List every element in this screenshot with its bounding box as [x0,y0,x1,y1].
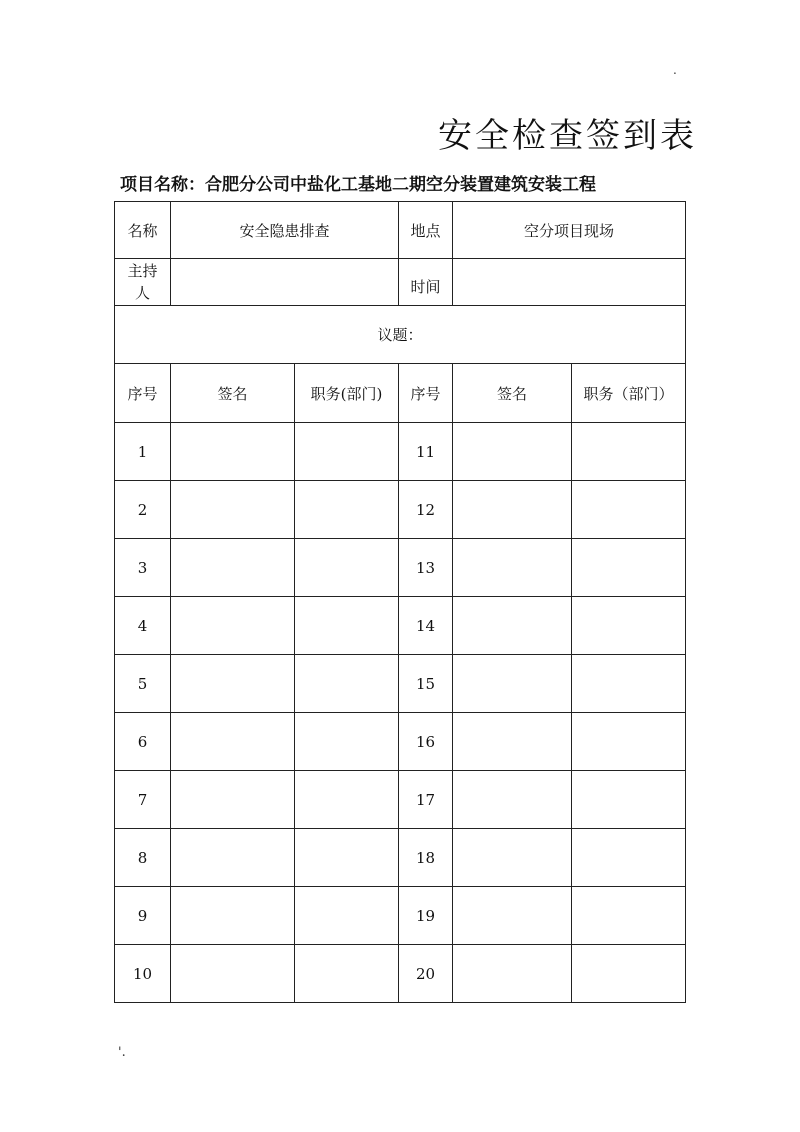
seq-right-cell: 19 [399,887,453,945]
seq-left-cell: 4 [115,597,171,655]
sign-rows [115,423,686,1003]
post-left-cell[interactable] [295,597,399,655]
post-left-cell[interactable] [295,771,399,829]
seq-left-cell: 3 [115,539,171,597]
table-row [115,945,686,1003]
seq-left-cell: 9 [115,887,171,945]
page-title: 安全检查签到表 [438,116,697,156]
sign-left-cell[interactable] [171,539,295,597]
post-left-cell[interactable] [295,829,399,887]
sign-left-cell[interactable] [171,597,295,655]
seq-right-cell: 20 [399,945,453,1003]
seq-right-cell: 14 [399,597,453,655]
table-row [115,423,686,481]
sign-left-cell[interactable] [171,713,295,771]
post-left-cell[interactable] [295,887,399,945]
post-left-cell[interactable] [295,945,399,1003]
seq-left-cell: 10 [115,945,171,1003]
post-right-cell[interactable] [572,713,686,771]
post-right-cell[interactable] [572,481,686,539]
sign-right-cell[interactable] [453,539,572,597]
seq-right-cell: 11 [399,423,453,481]
time-label: 时间 [399,259,453,306]
col-post-right: 职务（部门） [572,364,686,423]
sign-left-cell[interactable] [171,887,295,945]
table-row [115,713,686,771]
post-left-cell[interactable] [295,539,399,597]
seq-left-cell: 7 [115,771,171,829]
sign-right-cell[interactable] [453,597,572,655]
col-sign-left: 签名 [171,364,295,423]
sign-right-cell[interactable] [453,887,572,945]
place-label: 地点 [399,202,453,259]
post-right-cell[interactable] [572,945,686,1003]
page-mark-top: . [673,63,677,77]
seq-right-cell: 16 [399,713,453,771]
name-value[interactable]: 安全隐患排查 [171,202,399,259]
seq-left-cell: 6 [115,713,171,771]
column-header-row [115,364,686,423]
sign-left-cell[interactable] [171,481,295,539]
time-value[interactable] [453,259,686,306]
project-name-line: 项目名称：合肥分公司中盐化工基地二期空分装置建筑安装工程 [120,175,596,195]
post-left-cell[interactable] [295,481,399,539]
post-right-cell[interactable] [572,597,686,655]
host-label-line1: 主持 [127,262,158,280]
table-row [115,655,686,713]
sign-right-cell[interactable] [453,481,572,539]
table-row [115,481,686,539]
info-row-host [115,259,686,306]
sign-in-table [114,201,686,1003]
col-seq-right: 序号 [399,364,453,423]
post-left-cell[interactable] [295,713,399,771]
sign-right-cell[interactable] [453,713,572,771]
sign-left-cell[interactable] [171,423,295,481]
post-right-cell[interactable] [572,655,686,713]
seq-right-cell: 13 [399,539,453,597]
col-seq-left: 序号 [115,364,171,423]
post-right-cell[interactable] [572,771,686,829]
post-left-cell[interactable] [295,655,399,713]
sign-right-cell[interactable] [453,945,572,1003]
col-sign-right: 签名 [453,364,572,423]
sign-left-cell[interactable] [171,655,295,713]
info-row-name [115,202,686,259]
seq-right-cell: 17 [399,771,453,829]
sign-left-cell[interactable] [171,771,295,829]
sign-left-cell[interactable] [171,945,295,1003]
post-right-cell[interactable] [572,423,686,481]
post-left-cell[interactable] [295,423,399,481]
sign-right-cell[interactable] [453,655,572,713]
sign-left-cell[interactable] [171,829,295,887]
table-row [115,887,686,945]
table-row [115,829,686,887]
seq-left-cell: 1 [115,423,171,481]
sign-right-cell[interactable] [453,829,572,887]
topic-row [115,306,686,364]
seq-right-cell: 15 [399,655,453,713]
seq-left-cell: 8 [115,829,171,887]
post-right-cell[interactable] [572,539,686,597]
table-row [115,539,686,597]
page-mark-bottom: '. [118,1045,126,1060]
topic-label[interactable]: 议题： [115,306,686,364]
name-label: 名称 [115,202,171,259]
col-post-left: 职务(部门) [295,364,399,423]
seq-right-cell: 18 [399,829,453,887]
seq-left-cell: 5 [115,655,171,713]
post-right-cell[interactable] [572,887,686,945]
host-label [115,259,171,306]
seq-left-cell: 2 [115,481,171,539]
table-row [115,597,686,655]
host-value[interactable] [171,259,399,306]
seq-right-cell: 12 [399,481,453,539]
host-label-line2: 人 [134,284,150,302]
sign-right-cell[interactable] [453,423,572,481]
place-value[interactable]: 空分项目现场 [453,202,686,259]
sign-right-cell[interactable] [453,771,572,829]
post-right-cell[interactable] [572,829,686,887]
table-row [115,771,686,829]
